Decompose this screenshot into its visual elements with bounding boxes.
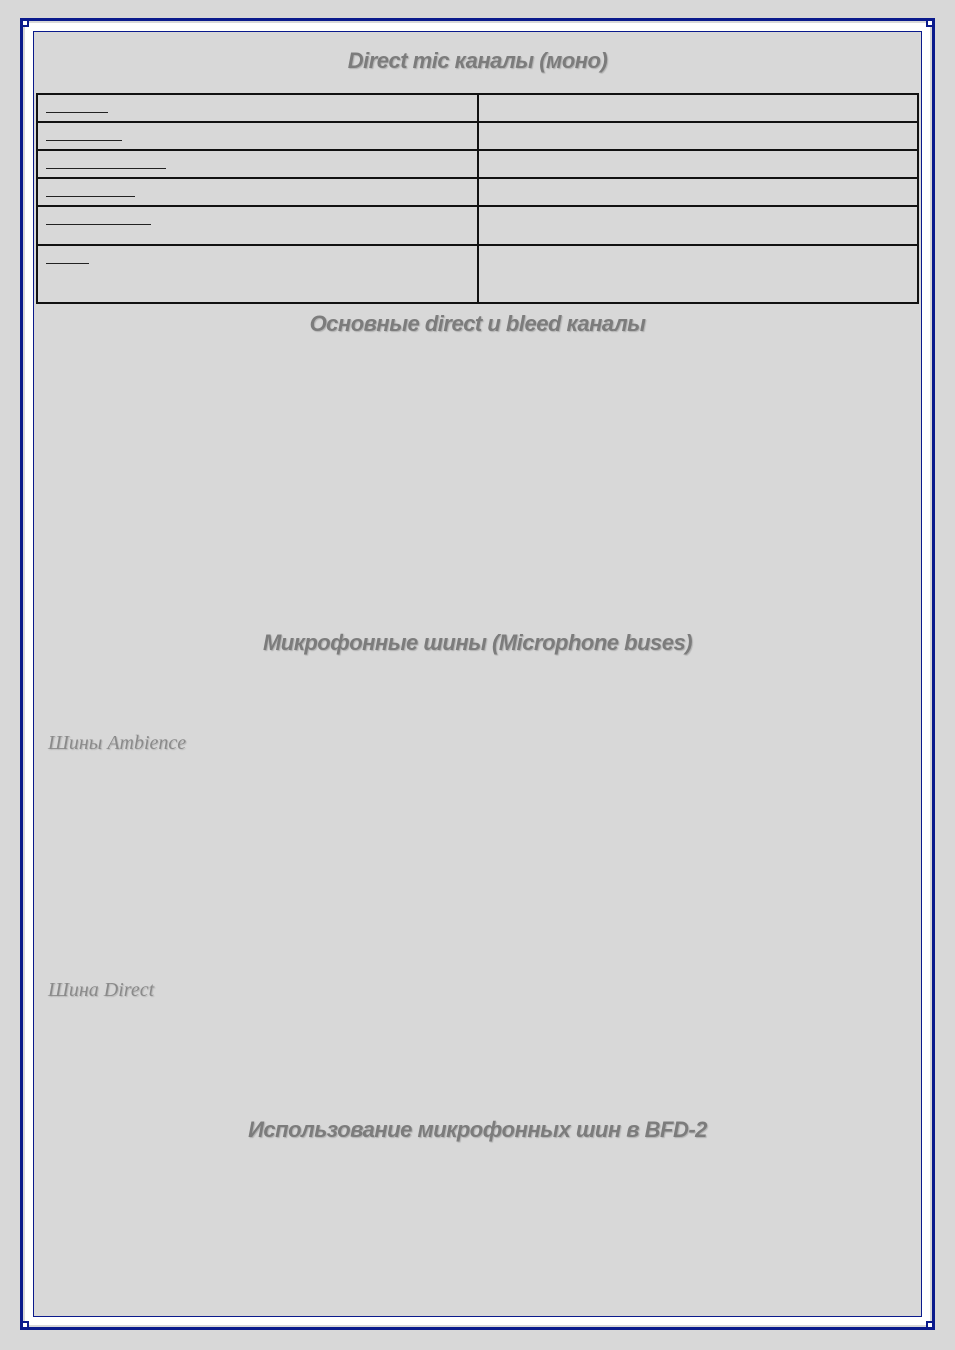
corner-ornament-top-right: [926, 19, 934, 27]
redacted-text-line: [46, 224, 151, 225]
table-cell: [37, 245, 478, 303]
heading-using-mic-buses: Использование микрофонных шин в BFD-2: [248, 1117, 707, 1142]
direct-mic-table: [36, 93, 919, 304]
corner-ornament-bottom-left: [21, 1321, 29, 1329]
subheading-ambience-buses: Шины Ambience: [48, 732, 187, 754]
heading-mic-buses: Микрофонные шины (Microphone buses): [262, 630, 693, 655]
table-cell: [478, 150, 919, 178]
redacted-text-line: [46, 196, 135, 197]
table-cell: [478, 178, 919, 206]
table-row: [37, 178, 918, 206]
redacted-text-line: [46, 140, 122, 141]
table-row: [37, 245, 918, 303]
table-row: [37, 150, 918, 178]
table-cell: [37, 206, 478, 245]
table-row: [37, 94, 918, 122]
redacted-text-line: [46, 263, 89, 264]
table-row: [37, 122, 918, 150]
table-cell: [37, 94, 478, 122]
table-cell: [37, 150, 478, 178]
table-cell: [37, 122, 478, 150]
table-cell: [478, 206, 919, 245]
corner-ornament-bottom-right: [926, 1321, 934, 1329]
table-cell: [478, 245, 919, 303]
table-cell: [478, 122, 919, 150]
redacted-text-line: [46, 168, 166, 169]
table-row: [37, 206, 918, 245]
heading-direct-mic-channels: Direct mic каналы (моно): [347, 48, 608, 73]
heading-main-direct-bleed: Основные direct и bleed каналы: [309, 311, 646, 336]
redacted-text-line: [46, 112, 108, 113]
table-cell: [478, 94, 919, 122]
table-cell: [37, 178, 478, 206]
subheading-direct-bus: Шина Direct: [48, 979, 155, 1001]
corner-ornament-top-left: [21, 19, 29, 27]
